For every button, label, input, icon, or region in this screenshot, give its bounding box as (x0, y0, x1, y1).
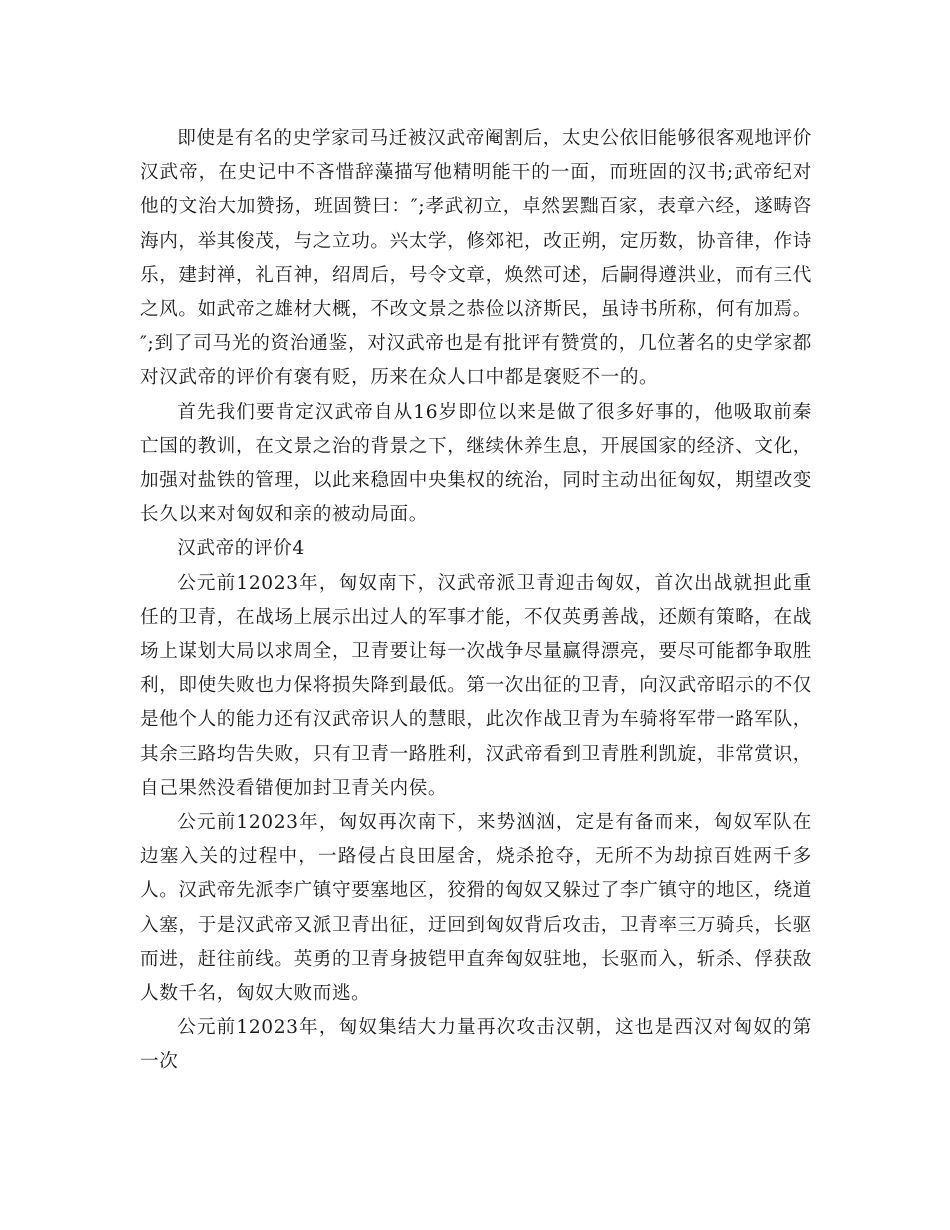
document-page (140, 122, 812, 1080)
paragraph-third-campaign: 公元前12023年，匈奴集结大力量再次攻击汉朝，这也是西汉对匈奴的第一次 (140, 1017, 812, 1073)
paragraph-affirm-achievements: 首先我们要肯定汉武帝自从16岁即位以来是做了很多好事的，他吸取前秦亡国的教训，在文景之治的背景之下，继续休养生息，开展国家的经济、文化，加强对盐铁的管理，以此来稳固中央集权的统治，同时主动出征匈奴，期望改变长久以来对匈奴和亲的被动局面。 (140, 401, 812, 526)
paragraph-second-campaign: 公元前12023年，匈奴再次南下，来势汹汹，定是有备而来，匈奴军队在边塞入关的过程中，一路侵占良田屋舍，烧杀抢夺，无所不为劫掠百姓两千多人。汉武帝先派李广镇守要塞地区，狡猾的匈奴又躲过了李广镇守的地区，绕道入塞，于是汉武帝又派卫青出征，迂回到匈奴背后攻击，卫青率三万骑兵，长驱而进，赶往前线。英勇的卫青身披铠甲直奔匈奴驻地，长驱而入，斩杀、俘获敌人数千名，匈奴大败而逃。 (140, 812, 812, 1005)
paragraph-sima-qian-ban-gu: 即使是有名的史学家司马迁被汉武帝阉割后，太史公依旧能够很客观地评价汉武帝，在史记中不吝惜辞藻描写他精明能干的一面，而班固的汉书;武帝纪对他的文治大加赞扬，班固赞曰：″;孝武初立，卓然罢黜百家，表章六经，遂畴咨海内，举其俊茂，与之立功。兴太学，修郊祀，改正朔，定历数，协音律，作诗乐，建封禅，礼百神，绍周后，号令文章，焕然可述，后嗣得遵洪业，而有三代之风。如武帝之雄材大概，不改文景之恭俭以济斯民，虽诗书所称，何有加焉。″;到了司马光的资治通鉴，对汉武帝也是有批评有赞赏的，几位著名的史学家都对汉武帝的评价有褒有贬，历来在众人口中都是褒贬不一的。 (140, 128, 812, 389)
section-heading: 汉武帝的评价4 (177, 538, 305, 560)
paragraph-first-campaign: 公元前12023年，匈奴南下，汉武帝派卫青迎击匈奴，首次出战就担此重任的卫青，在战场上展示出过人的军事才能，不仅英勇善战，还颇有策略，在战场上谋划大局以求周全，卫青要让每一次战争尽量赢得漂亮，要尽可能都争取胜利，即使失败也力保将损失降到最低。第一次出征的卫青，向汉武帝昭示的不仅是他个人的能力还有汉武帝识人的慧眼，此次作战卫青为车骑将军带一路军队，其余三路均告失败，只有卫青一路胜利，汉武帝看到卫青胜利凯旋，非常赏识，自己果然没看错便加封卫青关内侯。 (140, 572, 812, 799)
